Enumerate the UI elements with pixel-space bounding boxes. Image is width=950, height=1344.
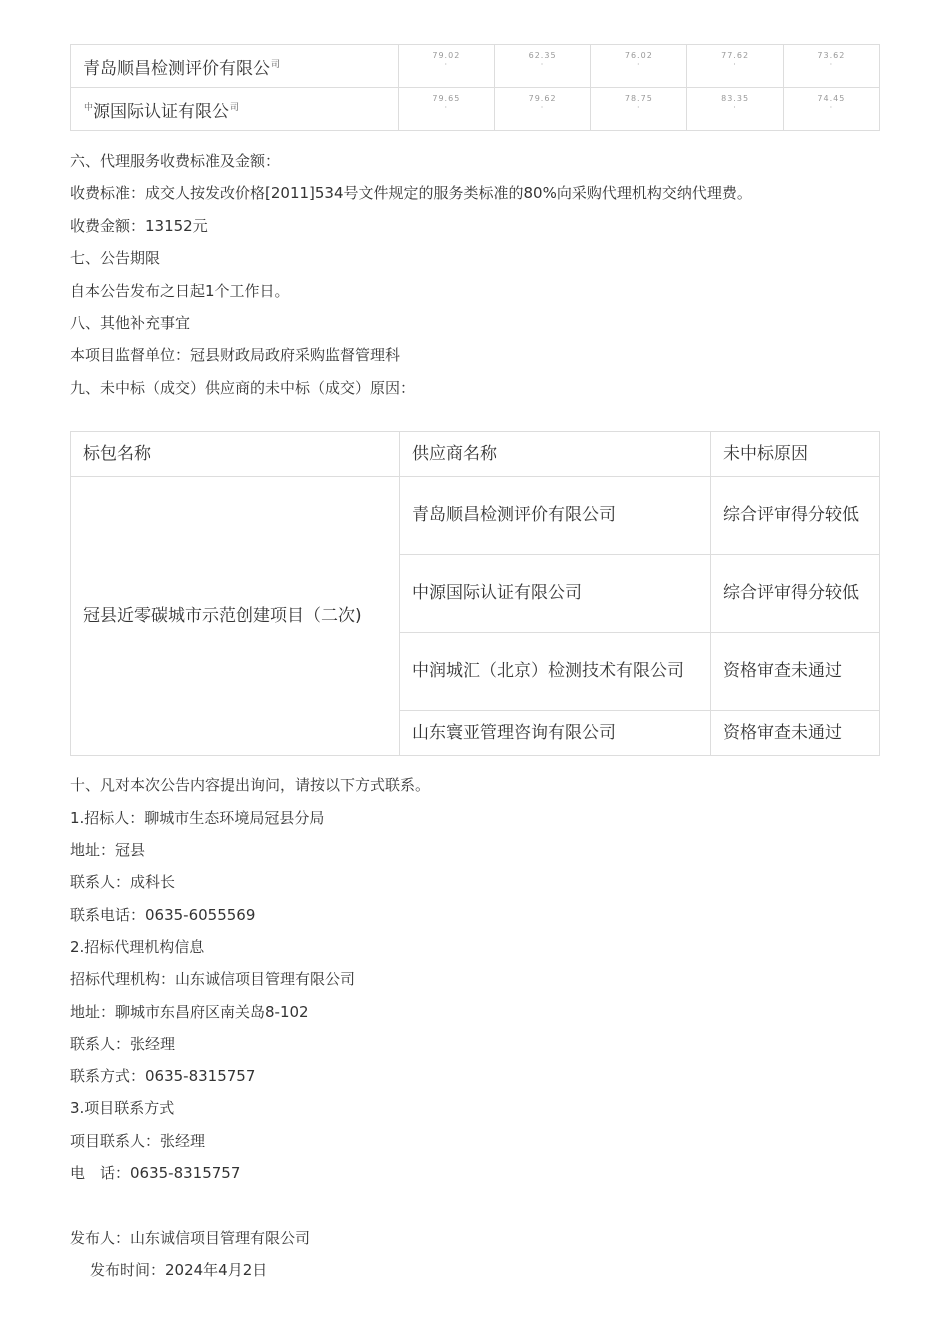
score-cell: 62.35 ·: [494, 45, 590, 88]
section-8-heading: 八、其他补充事宜: [70, 314, 191, 332]
publish-time: 发布时间：2024年4月2日: [90, 1261, 268, 1279]
agency-heading: 2.招标代理机构信息: [70, 938, 205, 956]
notice-period: 自本公告发布之日起1个工作日。: [70, 282, 290, 300]
tenderer-address: 地址：冠县: [70, 841, 146, 859]
reason: 资格审查未通过: [711, 633, 880, 711]
supplier-name: 山东寰亚管理咨询有限公司: [400, 711, 711, 756]
supplier-name: $^中$源国际认证有限公$^司$: [71, 88, 399, 131]
score-cell: 79.62 ·: [494, 88, 590, 131]
section-9-heading: 九、未中标（成交）供应商的未中标（成交）原因：: [70, 379, 416, 397]
project-heading: 3.项目联系方式: [70, 1099, 175, 1117]
tenderer-heading: 1.招标人：聊城市生态环境局冠县分局: [70, 809, 325, 827]
supervisor-unit: 本项目监督单位：冠县财政局政府采购监督管理科: [70, 346, 401, 364]
reason: 资格审查未通过: [711, 711, 880, 756]
agency-phone: 联系方式：0635-8315757: [70, 1067, 256, 1085]
reason: 综合评审得分较低: [711, 477, 880, 555]
tenderer-contact: 联系人：成科长: [70, 873, 176, 891]
package-name: 冠县近零碳城市示范创建项目（二次): [71, 477, 400, 756]
supplier-name: 青岛顺昌检测评价有限公司: [400, 477, 711, 555]
header-reason: 未中标原因: [711, 432, 880, 477]
table-row: [71, 45, 880, 88]
supplier-name: 中润城汇（北京）检测技术有限公司: [400, 633, 711, 711]
project-phone: 电 话：0635-8315757: [70, 1164, 241, 1182]
score-cell: 76.02 ·: [591, 45, 687, 88]
score-cell: 73.62 ·: [783, 45, 879, 88]
score-cell: 79.65 ·: [398, 88, 494, 131]
score-cell: 83.35 ·: [687, 88, 783, 131]
unsuccessful-bidders-table: [70, 431, 880, 756]
section-6-heading: 六、代理服务收费标准及金额：: [70, 152, 281, 170]
supplier-name: 青岛顺昌检测评价有限公$^司$: [71, 45, 399, 88]
table-row: [71, 477, 880, 555]
tenderer-phone: 联系电话：0635-6055569: [70, 906, 256, 924]
fee-standard: 收费标准：成交人按发改价格[2011]534号文件规定的服务类标准的80%向采购代理机构交纳代理费。: [70, 184, 752, 202]
score-cell: 77.62 ·: [687, 45, 783, 88]
score-table: [70, 44, 880, 131]
agency-contact: 联系人：张经理: [70, 1035, 176, 1053]
score-cell: 74.45 ·: [783, 88, 879, 131]
agency-name: 招标代理机构：山东诚信项目管理有限公司: [70, 970, 356, 988]
score-cell: 79.02 ·: [398, 45, 494, 88]
score-cell: 78.75 ·: [591, 88, 687, 131]
header-package: 标包名称: [71, 432, 400, 477]
supplier-name: 中源国际认证有限公司: [400, 555, 711, 633]
section-10-heading: 十、凡对本次公告内容提出询问，请按以下方式联系。: [70, 776, 431, 794]
section-7-heading: 七、公告期限: [70, 249, 161, 267]
header-supplier: 供应商名称: [400, 432, 711, 477]
table-header-row: [71, 432, 880, 477]
project-contact: 项目联系人：张经理: [70, 1132, 206, 1150]
reason: 综合评审得分较低: [711, 555, 880, 633]
publisher: 发布人：山东诚信项目管理有限公司: [70, 1229, 311, 1247]
table-row: [71, 88, 880, 131]
agency-address: 地址：聊城市东昌府区南关岛8-102: [70, 1003, 309, 1021]
fee-amount: 收费金额：13152元: [70, 217, 208, 235]
